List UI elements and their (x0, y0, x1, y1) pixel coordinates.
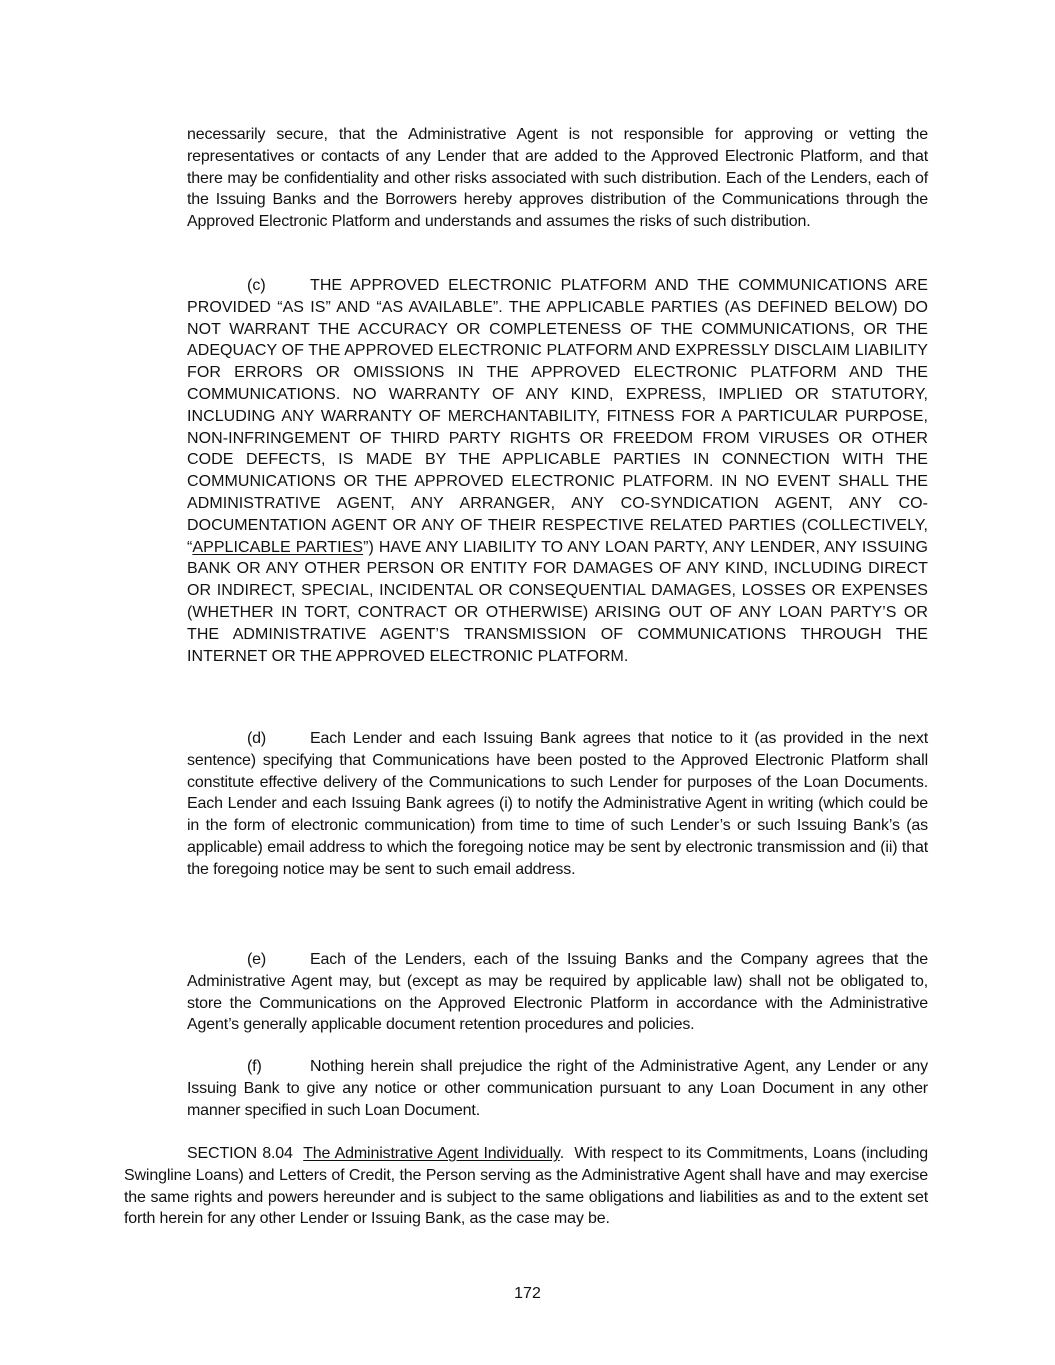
paragraph-f (187, 1056, 928, 1121)
paragraph-f-label: (f) (247, 1058, 262, 1075)
paragraph-f-text: Nothing herein shall prejudice the right of the Administrative Agent, any Lender or any Issuing Bank to give any notice or other communication pursuant to any Loan Document in any other manner specified in such Loan Document. (187, 1058, 928, 1119)
paragraph-d-text: Each Lender and each Issuing Bank agrees that notice to it (as provided in the next sentence) specifying that Communications have been posted to the Approved Electronic Platform shall constitute effective delivery of the Communications to such Lender for purposes of the Loan Documents. Each Lender and each Issuing Bank agrees (i) to notify the Administrative Agent in writing (which could be in the form of electronic communication) from time to time of such Lender’s or such Issuing Bank’s (as applicable) email address to which the foregoing notice may be sent by electronic transmission and (ii) that the foregoing notice may be sent to such email address. (187, 730, 928, 878)
paragraph-e-text: Each of the Lenders, each of the Issuing Banks and the Company agrees that the Administrative Agent may, but (except as may be required by applicable law) shall not be obligated to, store the Communications on the Approved Electronic Platform in accordance with the Administrative Agent’s generally applicable document retention procedures and policies. (187, 951, 928, 1034)
section-8-04: SECTION 8.04 The Administrative Agent Individually. With respect to its Commitments, Loans (including Swingline Loans) and Letters of Credit, the Person serving as the Administrative Agent shall have and may exercise the same rights and powers hereunder and is subject to the same obligations and liabilities as and to the extent set forth herein for any other Lender or Issuing Bank, as the case may be. (124, 1145, 929, 1228)
paragraph-d (187, 728, 928, 881)
section-number: SECTION 8.04 (187, 1145, 293, 1162)
section-text: With respect to its Commitments, Loans (including Swingline Loans) and Letters of Credit, the Person serving as the Administrative Agent shall have and may exercise the same rights and powers hereunder and is subject to the same obligations and liabilities as and to the extent set forth herein for any other Lender or Issuing Bank, as the case may be. (124, 1145, 929, 1228)
defined-term-applicable-parties: APPLICABLE PARTIES (192, 538, 364, 556)
page-number: 172 (514, 1285, 541, 1302)
paragraph-d-label: (d) (247, 730, 267, 747)
paragraph-e-label: (e) (247, 951, 267, 968)
section-heading: The Administrative Agent Individually (303, 1145, 560, 1162)
paragraph-c-text-before: THE APPROVED ELECTRONIC PLATFORM AND THE COMMUNICATIONS ARE PROVIDED “AS IS” AND “AS AVAILABLE”. THE APPLICABLE PARTIES (AS DEFINED BELOW) DO NOT WARRANT THE ACCURACY OR COMPLETENESS OF THE COMMUNICATIONS, OR THE ADEQUACY OF THE APPROVED ELECTRONIC PLATFORM AND EXPRESSLY DISCLAIM LIABILITY FOR ERRORS OR OMISSIONS IN THE APPROVED ELECTRONIC PLATFORM AND THE COMMUNICATIONS. NO WARRANTY OF ANY KIND, EXPRESS, IMPLIED OR STATUTORY, INCLUDING ANY WARRANTY OF MERCHANTABILITY, FITNESS FOR A PARTICULAR PURPOSE, NON-INFRINGEMENT OF THIRD PARTY RIGHTS OR FREEDOM FROM VIRUSES OR OTHER CODE DEFECTS, IS MADE BY THE APPLICABLE PARTIES IN CONNECTION WITH THE COMMUNICATIONS OR THE APPROVED ELECTRONIC PLATFORM. IN NO EVENT SHALL THE ADMINISTRATIVE AGENT, ANY ARRANGER, ANY CO-SYNDICATION AGENT, ANY CO-DOCUMENTATION AGENT OR ANY OF THEIR RESPECTIVE RELATED PARTIES (COLLECTIVELY, “ (187, 277, 928, 556)
paragraph-e (187, 949, 928, 1036)
paragraph-c-text-after: ”) HAVE ANY LIABILITY TO ANY LOAN PARTY, ANY LENDER, ANY ISSUING BANK OR ANY OTHER PERSON OR ENTITY FOR DAMAGES OF ANY KIND, INCLUDING DIRECT OR INDIRECT, SPECIAL, INCIDENTAL OR CONSEQUENTIAL DAMAGES, LOSSES OR EXPENSES (WHETHER IN TORT, CONTRACT OR OTHERWISE) ARISING OUT OF ANY LOAN PARTY’S OR THE ADMINISTRATIVE AGENT’S TRANSMISSION OF COMMUNICATIONS THROUGH THE INTERNET OR THE APPROVED ELECTRONIC PLATFORM. (187, 538, 928, 665)
paragraph-c (187, 275, 928, 667)
paragraph-b-continuation (187, 124, 928, 233)
paragraph-c-label: (c) (247, 277, 266, 294)
paragraph-b-text: necessarily secure, that the Administrative Agent is not responsible for approving or vetting the representatives or contacts of any Lender that are added to the Approved Electronic Platform, and that there may be confidentiality and other risks associated with such distribution. Each of the Lenders, each of the Issuing Banks and the Borrowers hereby approves distribution of the Communications through the Approved Electronic Platform and understands and assumes the risks of such distribution. (187, 126, 928, 231)
